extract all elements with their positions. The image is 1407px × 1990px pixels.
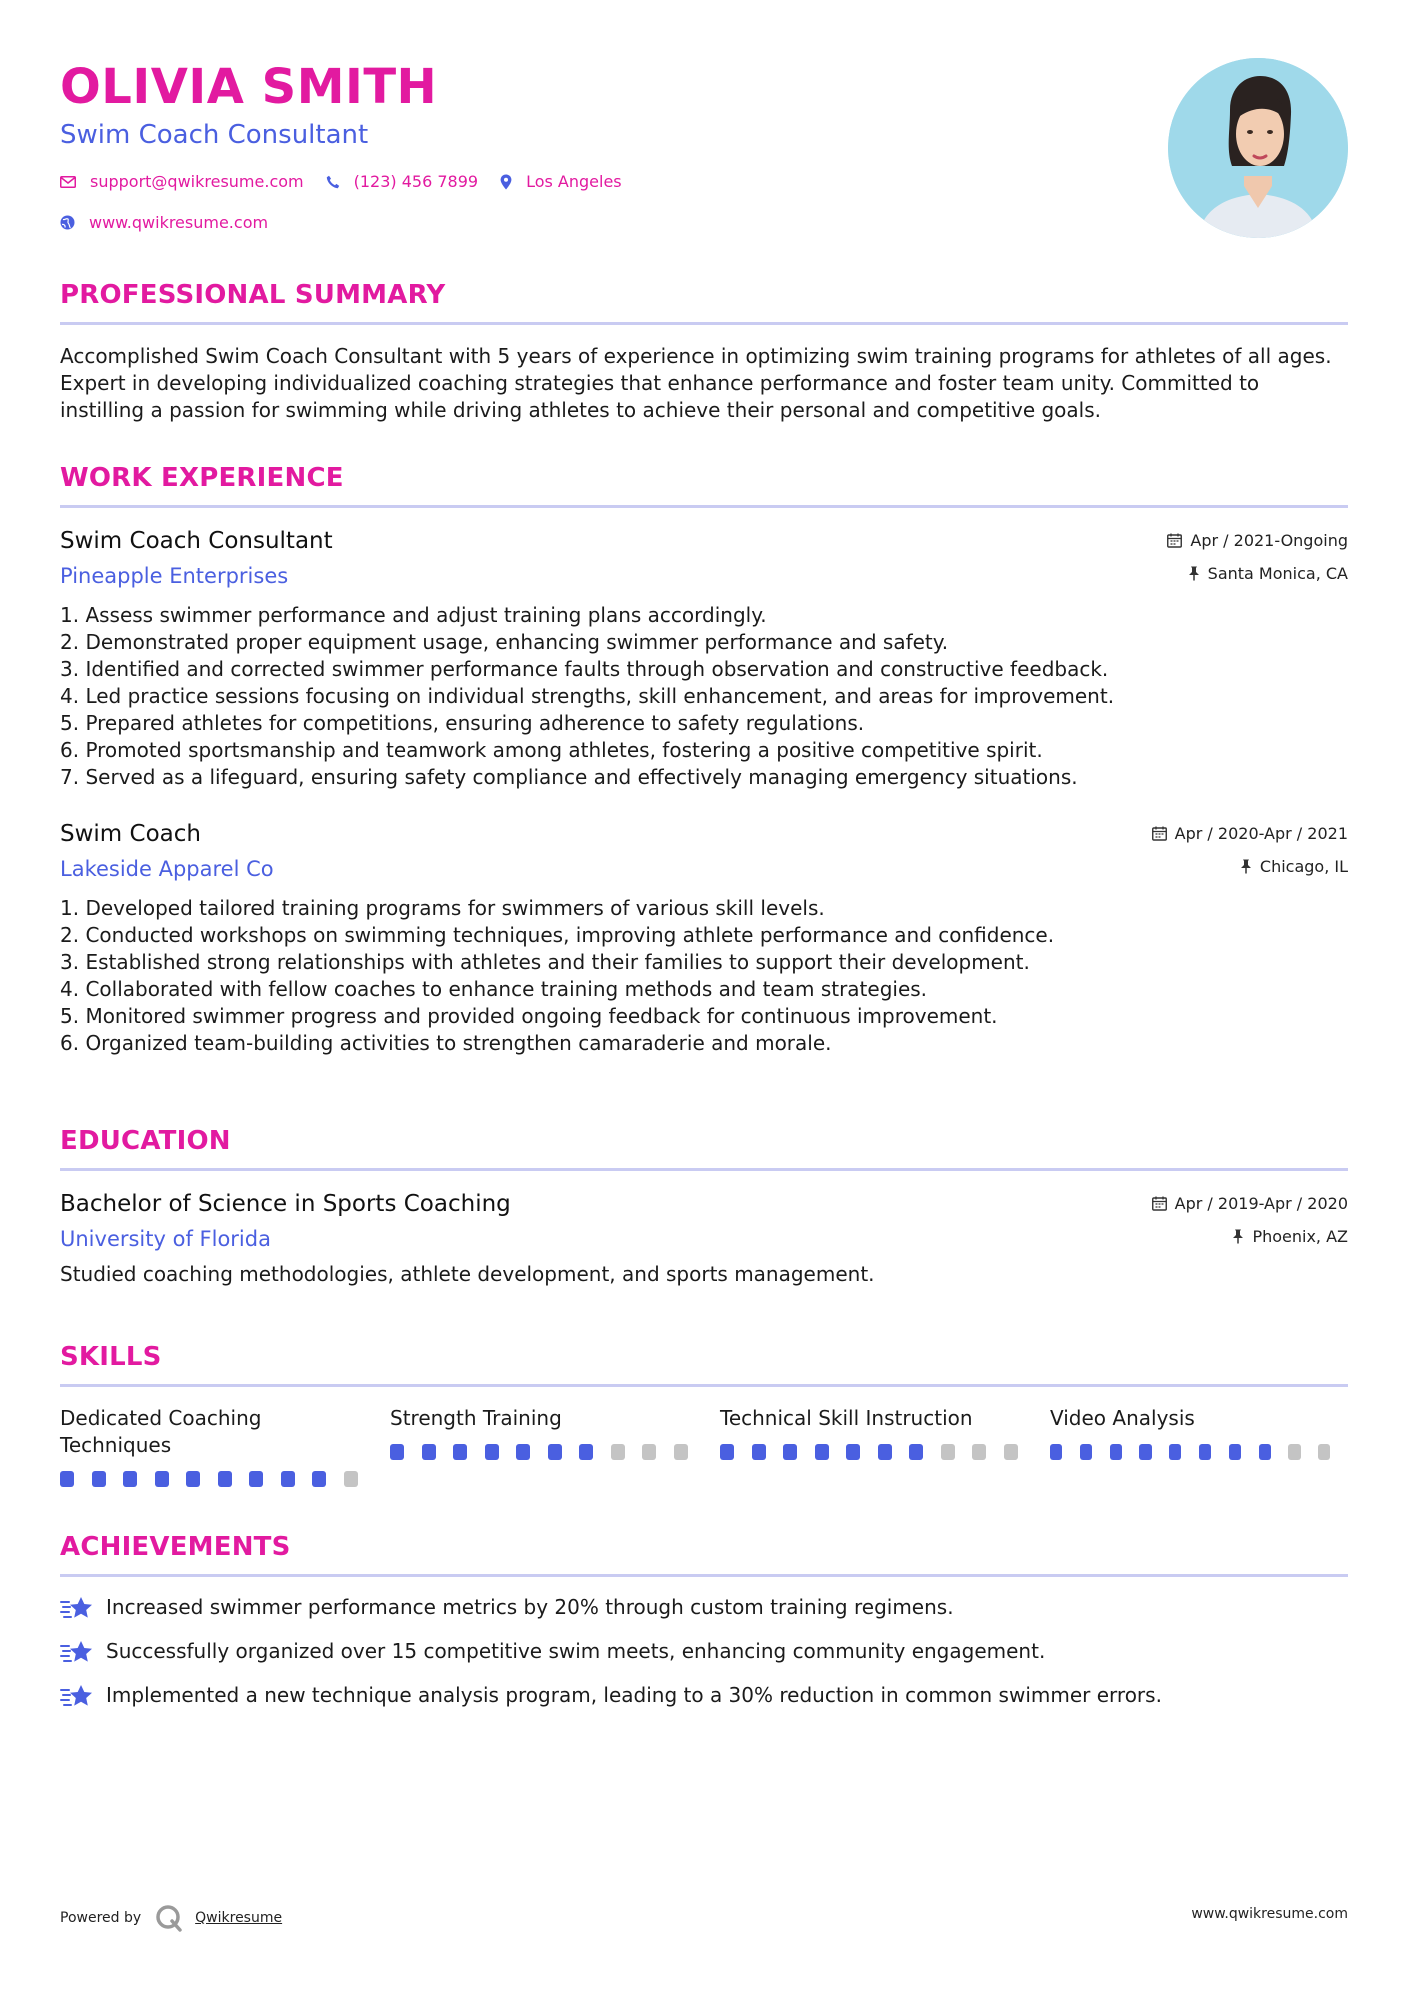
skill-dot-empty: [344, 1471, 358, 1487]
section-divider: [60, 1168, 1348, 1171]
skill-dot-filled: [453, 1444, 467, 1460]
skill-dot-empty: [1004, 1444, 1018, 1460]
skill-dot-filled: [815, 1444, 829, 1460]
website-text: www.qwikresume.com: [89, 213, 269, 232]
contact-location: [500, 172, 622, 191]
candidate-role: Swim Coach Consultant: [60, 120, 369, 150]
skill-dot-filled: [1110, 1444, 1122, 1460]
education-location: [1152, 1224, 1348, 1248]
job-location-text: Chicago, IL: [1259, 856, 1348, 876]
education-dates-text: Apr / 2019-Apr / 2020: [1174, 1193, 1348, 1213]
section-divider: [60, 1574, 1348, 1577]
job-company: Lakeside Apparel Co: [60, 857, 274, 881]
skill-rating: [1050, 1444, 1348, 1460]
skill-dot-filled: [1199, 1444, 1211, 1460]
skill-item: [390, 1405, 720, 1487]
achievement-item: [60, 1682, 1348, 1709]
calendar-icon: [1152, 826, 1167, 841]
job-bullet: 4. Led practice sessions focusing on individual strengths, skill enhancement, and areas for improvement.: [60, 684, 1115, 708]
skill-dot-filled: [1050, 1444, 1062, 1460]
skill-dot-empty: [1288, 1444, 1300, 1460]
skill-dot-empty: [642, 1444, 656, 1460]
education-entry: [60, 1189, 1348, 1288]
job-bullet: 7. Served as a lifeguard, ensuring safety compliance and effectively managing emergency situations.: [60, 765, 1078, 789]
summary-section: [60, 278, 1348, 424]
education-description: Studied coaching methodologies, athlete development, and sports management.: [60, 1262, 875, 1286]
skill-dot-filled: [720, 1444, 734, 1460]
pushpin-icon: [1232, 1229, 1244, 1244]
skill-dot-filled: [1080, 1444, 1092, 1460]
brand-link[interactable]: Qwikresume: [195, 1910, 283, 1926]
skill-dot-filled: [1139, 1444, 1151, 1460]
education-dates: [1152, 1191, 1348, 1215]
pushpin-icon: [1240, 859, 1252, 874]
footer-website[interactable]: www.qwikresume.com: [1191, 1906, 1348, 1922]
summary-text: Accomplished Swim Coach Consultant with 5 years of experience in optimizing swim training programs for athletes of all ages. Expert in developing individualized coaching strategies that enhance performance and foster team unity. Committed to instilling a passion for swimming while driving athletes to achieve their personal and competitive goals.: [60, 344, 1332, 422]
achievement-item: [60, 1594, 1348, 1621]
candidate-name: OLIVIA SMITH: [60, 59, 438, 115]
location-text: Los Angeles: [526, 172, 622, 191]
job-bullet: 3. Established strong relationships with athletes and their families to support their development.: [60, 950, 1030, 974]
job-title: Swim Coach Consultant: [60, 528, 333, 554]
calendar-icon: [1167, 533, 1182, 548]
school-name: University of Florida: [60, 1227, 271, 1251]
job-bullet: 1. Developed tailored training programs for swimmers of various skill levels.: [60, 896, 825, 920]
email-text: support@qwikresume.com: [90, 172, 304, 191]
achievement-text: Implemented a new technique analysis program, leading to a 30% reduction in common swimmer errors.: [106, 1683, 1162, 1707]
job-bullet: 4. Collaborated with fellow coaches to enhance training methods and team strategies.: [60, 977, 928, 1001]
calendar-icon: [1152, 1196, 1167, 1211]
achievements-heading: ACHIEVEMENTS: [60, 1532, 291, 1562]
phone-icon: [326, 175, 340, 189]
pushpin-icon: [1188, 566, 1200, 581]
skill-dot-empty: [611, 1444, 625, 1460]
section-divider: [60, 505, 1348, 508]
job-location: [1167, 561, 1348, 585]
skill-name: Technical Skill Instruction: [720, 1406, 973, 1430]
achievement-text: Increased swimmer performance metrics by 20% through custom training regimens.: [106, 1595, 954, 1619]
skill-dot-filled: [579, 1444, 593, 1460]
job-company: Pineapple Enterprises: [60, 564, 289, 588]
skill-dot-filled: [1169, 1444, 1181, 1460]
skill-rating: [60, 1471, 390, 1487]
skill-dot-filled: [186, 1471, 200, 1487]
achievements-list: [60, 1594, 1348, 1709]
skills-section: [60, 1340, 1348, 1487]
skill-dot-filled: [60, 1471, 74, 1487]
education-meta: [1152, 1191, 1348, 1248]
skill-dot-empty: [1318, 1444, 1330, 1460]
qwikresume-logo-icon: [155, 1904, 183, 1932]
achievement-text: Successfully organized over 15 competitive swim meets, enhancing community engagement.: [106, 1639, 1046, 1663]
experience-heading: WORK EXPERIENCE: [60, 463, 344, 493]
contact-phone[interactable]: [326, 172, 478, 191]
contact-website[interactable]: [60, 213, 268, 232]
job-entry: [60, 819, 1348, 1057]
job-bullet: 6. Organized team-building activities to strengthen camaraderie and morale.: [60, 1031, 832, 1055]
skill-dot-empty: [972, 1444, 986, 1460]
resume-header: [60, 58, 1150, 232]
skill-dot-filled: [783, 1444, 797, 1460]
skills-list: [60, 1405, 1348, 1487]
skill-item: [720, 1405, 1050, 1487]
achievement-item: [60, 1638, 1348, 1665]
powered-by-label: Powered by: [60, 1910, 142, 1926]
job-entry: [60, 526, 1348, 791]
job-location: [1152, 854, 1348, 878]
skill-dot-empty: [941, 1444, 955, 1460]
job-bullet: 6. Promoted sportsmanship and teamwork among athletes, fostering a positive competitive spirit.: [60, 738, 1043, 762]
job-bullet: 1. Assess swimmer performance and adjust training plans accordingly.: [60, 603, 767, 627]
job-dates: [1152, 821, 1348, 845]
portrait-image: [1168, 58, 1348, 238]
star-badge-icon: [60, 1595, 94, 1621]
powered-by: [60, 1904, 282, 1932]
skill-dot-filled: [846, 1444, 860, 1460]
education-heading: EDUCATION: [60, 1126, 231, 1156]
job-dates-text: Apr / 2021-Ongoing: [1190, 530, 1348, 550]
contact-row-website: [60, 213, 1150, 232]
skill-dot-filled: [548, 1444, 562, 1460]
skill-dot-empty: [674, 1444, 688, 1460]
skill-dot-filled: [92, 1471, 106, 1487]
job-bullet: 3. Identified and corrected swimmer performance faults through observation and constructive feedback.: [60, 657, 1109, 681]
skill-dot-filled: [312, 1471, 326, 1487]
skill-name: Dedicated Coaching Techniques: [60, 1406, 262, 1457]
section-divider: [60, 1384, 1348, 1387]
job-bullet: 5. Prepared athletes for competitions, ensuring adherence to safety regulations.: [60, 711, 865, 735]
skill-dot-filled: [485, 1444, 499, 1460]
skill-dot-filled: [752, 1444, 766, 1460]
section-divider: [60, 322, 1348, 325]
skill-dot-filled: [1229, 1444, 1241, 1460]
skill-dot-filled: [422, 1444, 436, 1460]
skill-dot-filled: [516, 1444, 530, 1460]
job-bullets: [60, 602, 1348, 791]
skill-dot-filled: [878, 1444, 892, 1460]
contact-email[interactable]: [60, 172, 304, 191]
skill-dot-filled: [390, 1444, 404, 1460]
skill-rating: [720, 1444, 1050, 1460]
job-bullets: [60, 895, 1348, 1057]
job-meta: [1152, 821, 1348, 878]
skills-heading: SKILLS: [60, 1342, 162, 1372]
skill-dot-filled: [281, 1471, 295, 1487]
contact-row: [60, 172, 1150, 191]
job-bullet: 2. Demonstrated proper equipment usage, enhancing swimmer performance and safety.: [60, 630, 949, 654]
job-dates-text: Apr / 2020-Apr / 2021: [1174, 823, 1348, 843]
skill-name: Video Analysis: [1050, 1406, 1195, 1430]
achievements-section: [60, 1530, 1348, 1709]
experience-section: [60, 461, 1348, 1057]
job-meta: [1167, 528, 1348, 585]
skill-dot-filled: [123, 1471, 137, 1487]
globe-icon: [60, 215, 75, 230]
profile-photo: [1168, 58, 1348, 238]
job-bullet: 5. Monitored swimmer progress and provided ongoing feedback for continuous improvement.: [60, 1004, 998, 1028]
skill-name: Strength Training: [390, 1406, 562, 1430]
degree-title: Bachelor of Science in Sports Coaching: [60, 1191, 511, 1217]
education-section: [60, 1124, 1348, 1288]
job-title: Swim Coach: [60, 821, 201, 847]
star-badge-icon: [60, 1639, 94, 1665]
envelope-icon: [60, 176, 76, 188]
education-location-text: Phoenix, AZ: [1252, 1226, 1348, 1246]
skill-dot-filled: [909, 1444, 923, 1460]
summary-heading: PROFESSIONAL SUMMARY: [60, 280, 446, 310]
phone-text: (123) 456 7899: [353, 172, 479, 191]
map-pin-icon: [500, 174, 512, 190]
skill-rating: [390, 1444, 720, 1460]
job-location-text: Santa Monica, CA: [1207, 563, 1348, 583]
skill-item: [1050, 1405, 1348, 1487]
job-bullet: 2. Conducted workshops on swimming techniques, improving athlete performance and confidence.: [60, 923, 1055, 947]
star-badge-icon: [60, 1683, 94, 1709]
skill-item: [60, 1405, 390, 1487]
page-footer: [60, 1896, 1348, 1932]
skill-dot-filled: [155, 1471, 169, 1487]
skill-dot-filled: [249, 1471, 263, 1487]
skill-dot-filled: [1259, 1444, 1271, 1460]
skill-dot-filled: [218, 1471, 232, 1487]
job-dates: [1167, 528, 1348, 552]
